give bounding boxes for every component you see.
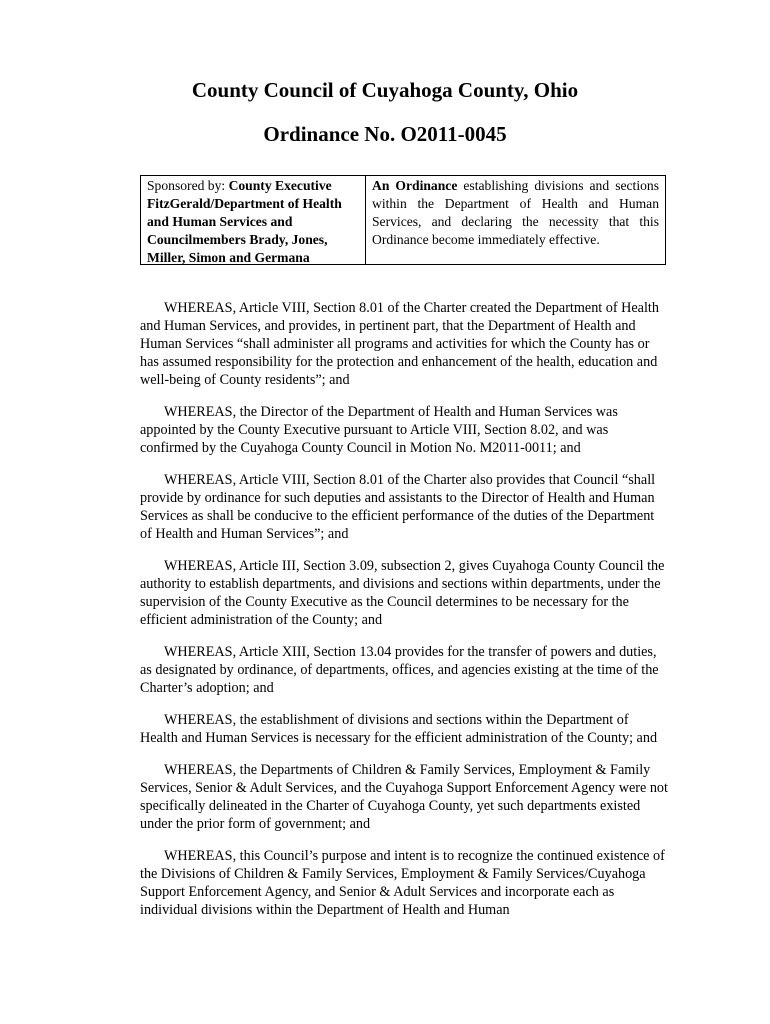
ordinance-label: An Ordinance [372,178,458,193]
document-title: County Council of Cuyahoga County, Ohio [191,78,579,102]
ordinance-body [140,299,668,933]
sponsor-cell [141,176,366,264]
whereas-paragraph: WHEREAS, Article VIII, Section 8.01 of the Charter also provides that Council “shall provide by ordinance for such deputies and assistants to the Director of Health and Human Services as shall be conducive to the efficient performance of the duties of the Department of Health and Human Services”; and [140,472,656,542]
whereas-paragraph: WHEREAS, the Director of the Department of Health and Human Services was appointed by the County Executive pursuant to Article VIII, Section 8.02, and was confirmed by the Cuyahoga County Council in Motion No. M2011-0011; and [140,404,618,456]
whereas-paragraph: WHEREAS, this Council’s purpose and intent is to recognize the continued existence of the Divisions of Children & Family Services, Employment & Family Services/Cuyahoga Support Enforcement Agency, and Senior & Adult Services and incorporate each as individual divisions within the Department of Health and Human [140,848,665,918]
sponsored-by-label: Sponsored by: [147,178,229,193]
ordinance-summary-cell [366,176,665,264]
ordinance-description: establishing divisions and sections within the Department of Health and Human Services, and declaring the necessity that this Ordinance become immediately effective. [372,178,659,247]
sponsor-table [140,175,666,265]
whereas-paragraph: WHEREAS, Article VIII, Section 8.01 of the Charter created the Department of Health and Human Services, and provides, in pertinent part, that the Department of Health and Human Services “shall administer all programs and activities for which the County has or has assumed responsibility for the protection and enhancement of the health, education and well-being of County residents”; and [140,300,659,388]
whereas-paragraph: WHEREAS, the Departments of Children & Family Services, Employment & Family Services, Senior & Adult Services, and the Cuyahoga Support Enforcement Agency were not specifically delineated in the Charter of Cuyahoga County, yet such departments existed under the prior form of government; and [140,762,668,832]
whereas-paragraph: WHEREAS, Article XIII, Section 13.04 provides for the transfer of powers and duties, as designated by ordinance, of departments, offices, and agencies existing at the time of the Charter’s adoption; and [140,644,659,696]
ordinance-number: Ordinance No. O2011-0045 [263,122,507,146]
whereas-paragraph: WHEREAS, the establishment of divisions and sections within the Department of Health and Human Services is necessary for the efficient administration of the County; and [140,712,658,746]
whereas-paragraph: WHEREAS, Article III, Section 3.09, subsection 2, gives Cuyahoga County Council the authority to establish departments, and divisions and sections within departments, under the supervision of the County Executive as the Council determines to be necessary for the efficient administration of the County; and [140,558,665,628]
sponsor-names: County Executive FitzGerald/Department of Health and Human Services and Councilmembers Brady, Jones, Miller, Simon and Germana [147,178,342,265]
